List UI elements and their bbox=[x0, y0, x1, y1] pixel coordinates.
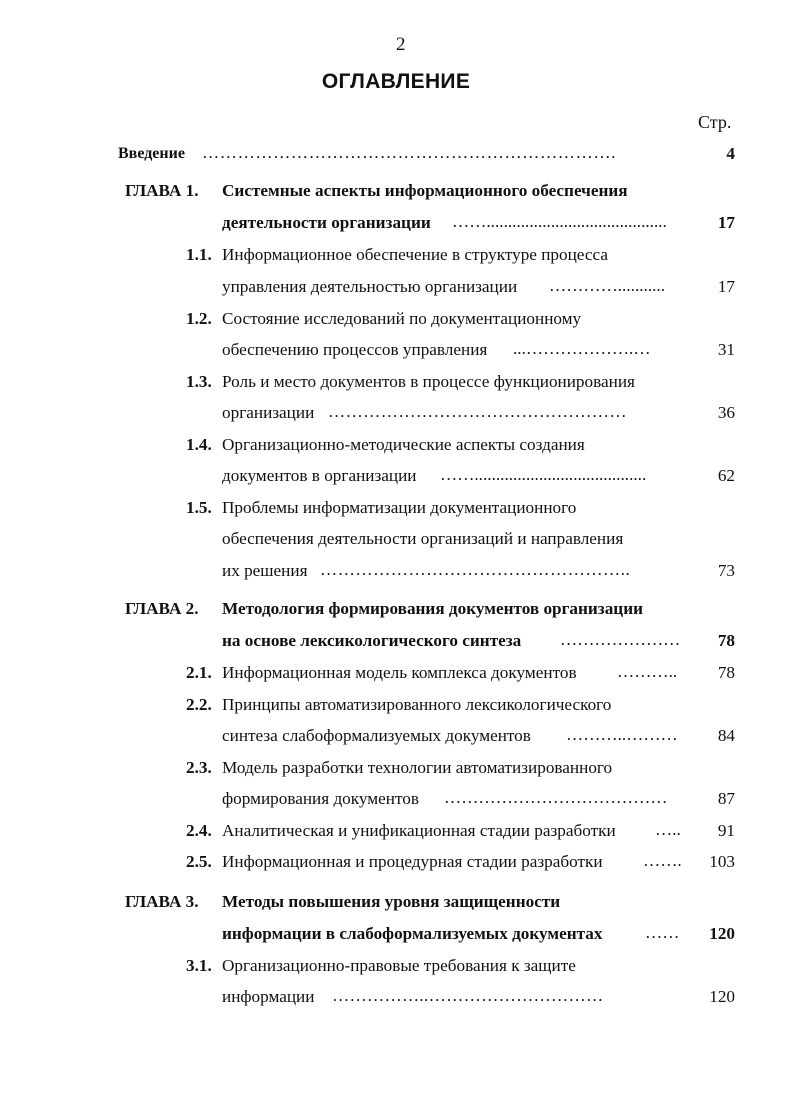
chapter-1-number: ГЛАВА 1. bbox=[125, 181, 199, 200]
section-2-3-title-line-2: формирования документов bbox=[222, 789, 419, 808]
section-1-5-number: 1.5. bbox=[186, 498, 212, 517]
chapter-2-page: 78 bbox=[717, 631, 735, 650]
section-1-4-page: 62 bbox=[717, 466, 735, 485]
section-1-1-title-line-2: управления деятельностью организации bbox=[222, 277, 518, 296]
intro-page: 4 bbox=[726, 144, 735, 163]
chapter-3-title-line-2: информации в слабоформализуемых документах bbox=[222, 924, 603, 943]
section-2-4-title-line-1: Аналитическая и унификационная стадии разработки bbox=[222, 821, 616, 840]
page-column-label: Стр. bbox=[698, 112, 732, 132]
chapter-3-number: ГЛАВА 3. bbox=[125, 892, 199, 911]
section-1-3-page: 36 bbox=[717, 403, 735, 422]
section-1-4-title-line-1: Организационно-методические аспекты создания bbox=[222, 435, 585, 454]
section-1-2-leader-dots: ...……………….… bbox=[513, 339, 651, 358]
chapter-2-title-line-1: Методология формирования документов организации bbox=[222, 599, 644, 618]
page-number: 2 bbox=[396, 34, 406, 55]
section-2-5-title-line-1: Информационная и процедурная стадии разработки bbox=[222, 852, 603, 871]
section-2-2-title-line-1: Принципы автоматизированного лексикологического bbox=[222, 695, 612, 714]
section-2-5-page: 103 bbox=[709, 852, 735, 871]
section-1-3-number: 1.3. bbox=[186, 372, 212, 391]
intro-label: Введение bbox=[118, 145, 185, 162]
chapter-3-page: 120 bbox=[709, 924, 735, 943]
section-3-1-title-line-2: информации bbox=[222, 987, 315, 1006]
chapter-2-number: ГЛАВА 2. bbox=[125, 599, 199, 618]
chapter-3-leader-dots: …… bbox=[645, 923, 680, 942]
section-1-2-page: 31 bbox=[717, 340, 735, 359]
section-2-3-leader-dots: ………………………………… bbox=[444, 788, 668, 807]
section-1-3-title-line-2: организации bbox=[222, 403, 315, 422]
section-1-5-title-line-2: обеспечения деятельности организаций и направления bbox=[222, 529, 624, 548]
section-1-1-number: 1.1. bbox=[186, 245, 212, 264]
chapter-2-title-line-2: на основе лексикологического синтеза bbox=[222, 631, 522, 650]
intro-leader-dots: ……………………………………………………………. bbox=[202, 143, 617, 162]
section-2-4-leader-dots: ….. bbox=[655, 820, 681, 839]
section-2-5-leader-dots: ……. bbox=[643, 851, 682, 870]
chapter-1-title-line-1: Системные аспекты информационного обеспечения bbox=[222, 181, 628, 200]
section-1-5-title-line-3: их решения bbox=[222, 561, 308, 580]
section-1-4-leader-dots: ……........................................ bbox=[440, 465, 647, 484]
chapter-1-page: 17 bbox=[717, 213, 735, 232]
section-2-2-number: 2.2. bbox=[186, 695, 212, 714]
chapter-1-title-line-2: деятельности организации bbox=[222, 213, 431, 232]
section-2-2-leader-dots: ………..……… bbox=[566, 725, 678, 744]
section-1-5-title-line-1: Проблемы информатизации документационного bbox=[222, 498, 577, 517]
section-2-1-number: 2.1. bbox=[186, 663, 212, 682]
section-1-5-leader-dots: …………………………………………….. bbox=[320, 560, 631, 579]
toc-title: ОГЛАВЛЕНИЕ bbox=[321, 70, 471, 93]
section-1-2-number: 1.2. bbox=[186, 309, 212, 328]
section-2-4-number: 2.4. bbox=[186, 821, 212, 840]
section-1-1-page: 17 bbox=[717, 277, 735, 296]
section-2-3-page: 87 bbox=[717, 789, 735, 808]
section-1-1-title-line-1: Информационное обеспечение в структуре процесса bbox=[222, 245, 608, 264]
section-2-2-title-line-2: синтеза слабоформализуемых документов bbox=[222, 726, 531, 745]
section-2-1-title-line-1: Информационная модель комплекса документов bbox=[222, 663, 577, 682]
section-2-4-page: 91 bbox=[717, 821, 735, 840]
section-1-1-leader-dots: …………........... bbox=[549, 276, 666, 295]
section-3-1-number: 3.1. bbox=[186, 956, 212, 975]
chapter-1-leader-dots: …….......................................... bbox=[452, 212, 667, 231]
section-1-4-number: 1.4. bbox=[186, 435, 212, 454]
section-1-4-title-line-2: документов в организации bbox=[222, 466, 417, 485]
section-3-1-page: 120 bbox=[709, 987, 735, 1006]
section-1-2-title-line-1: Состояние исследований по документационному bbox=[222, 309, 582, 328]
section-2-5-number: 2.5. bbox=[186, 852, 212, 871]
section-2-1-leader-dots: ……….. bbox=[617, 662, 678, 681]
section-2-2-page: 84 bbox=[717, 726, 735, 745]
section-3-1-title-line-1: Организационно-правовые требования к защите bbox=[222, 956, 576, 975]
chapter-2-leader-dots: ………………… bbox=[560, 630, 681, 649]
section-3-1-leader-dots: ……………..………………………… bbox=[332, 986, 604, 1005]
section-2-3-title-line-1: Модель разработки технологии автоматизированного bbox=[222, 758, 613, 777]
section-2-3-number: 2.3. bbox=[186, 758, 212, 777]
section-1-2-title-line-2: обеспечению процессов управления bbox=[222, 340, 488, 359]
chapter-3-title-line-1: Методы повышения уровня защищенности bbox=[222, 892, 561, 911]
section-1-3-title-line-1: Роль и место документов в процессе функционирования bbox=[222, 372, 635, 391]
section-2-1-page: 78 bbox=[717, 663, 735, 682]
section-1-3-leader-dots: …………………………………………… bbox=[328, 402, 627, 421]
section-1-5-page: 73 bbox=[717, 561, 735, 580]
